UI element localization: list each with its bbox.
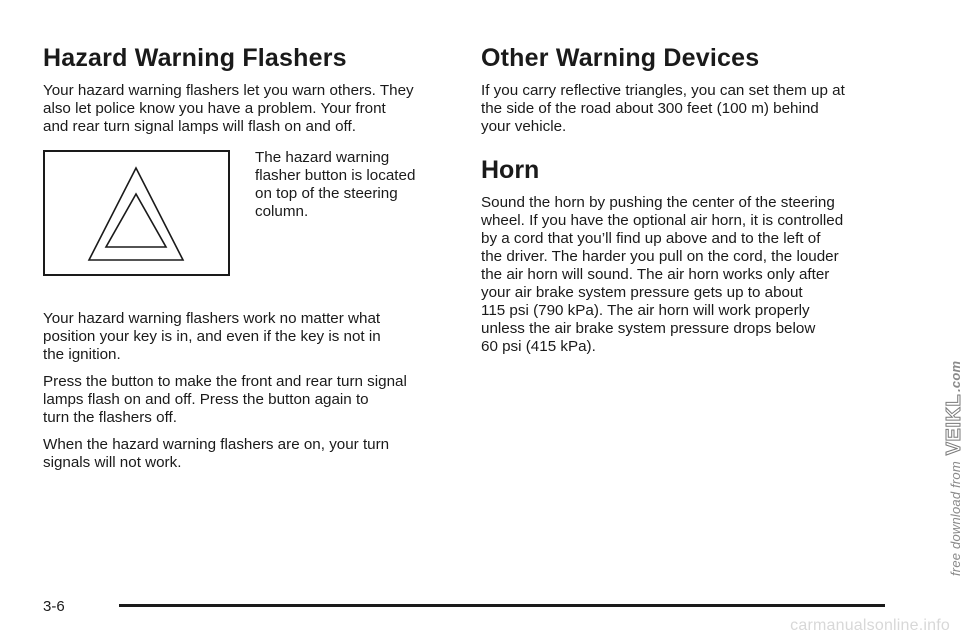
watermark-prefix: free download from (948, 461, 963, 576)
horn-heading: Horn (481, 156, 540, 184)
other-warning-devices-text: If you carry reflective triangles, you can set them up at the side of the road about 300 feet (100 m) behind your vehicle. (481, 82, 845, 135)
source-url-watermark: carmanualsonline.info (790, 617, 950, 634)
left-column (43, 42, 453, 481)
hazard-triangle-icon (45, 152, 228, 274)
footer-rule (119, 604, 885, 607)
hazard-paragraph-3: When the hazard warning flashers are on, your turn signals will not work. (43, 436, 390, 471)
page-number: 3-6 (43, 598, 65, 615)
hazard-paragraph-1: Your hazard warning flashers work no matter what position your key is in, and even if the key is not in the ignition. (43, 310, 381, 363)
hazard-figure-caption: The hazard warning flasher button is located on top of the steering column. (255, 149, 416, 220)
right-column (481, 42, 881, 365)
hazard-intro-text: Your hazard warning flashers let you warn others. They also let police know you have a problem. Your front and rear turn signal lamps will flash on and off. (43, 82, 414, 135)
hazard-figure (43, 150, 453, 290)
hazard-paragraph-2: Press the button to make the front and rear turn signal lamps flash on and off. Press the button again to turn the flashers off. (43, 373, 407, 426)
hazard-warning-heading: Hazard Warning Flashers (43, 44, 347, 72)
page-footer (43, 598, 885, 618)
other-warning-devices-heading: Other Warning Devices (481, 44, 760, 72)
watermark-brand: VEIKL (943, 393, 965, 456)
hazard-figure-frame (43, 150, 230, 276)
horn-text: Sound the horn by pushing the center of the steering wheel. If you have the optional air horn, it is controlled by a cord that you’ll find up above and to the left of the driver. The harder you pull on the cord, the louder the air horn will sound. The air horn works only after your air brake system pressure gets up to about 115 psi (790 kPa). The air horn will work properly unless the air brake system pressure drops below 60 psi (415 kPa). (481, 194, 844, 355)
download-watermark (943, 361, 966, 576)
watermark-suffix: .com (948, 360, 963, 392)
